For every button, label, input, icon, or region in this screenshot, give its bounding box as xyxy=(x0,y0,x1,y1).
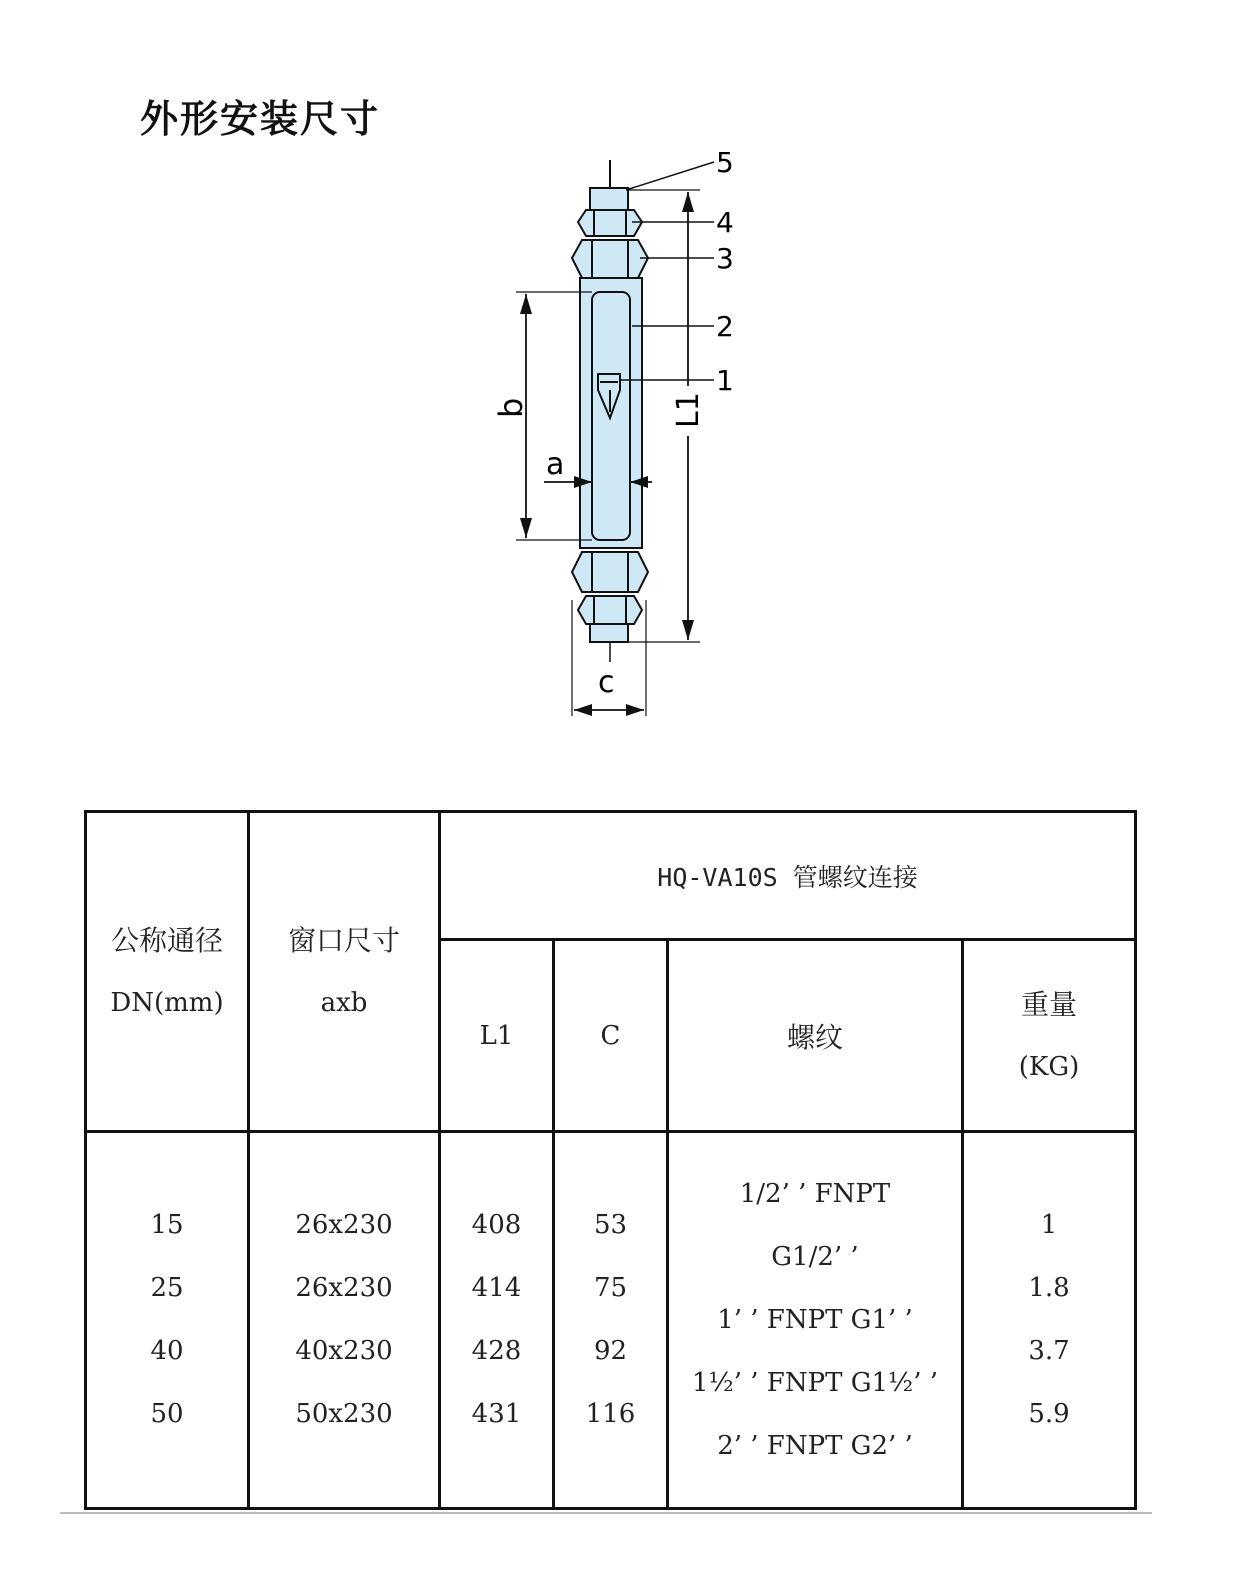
c-value: 53 xyxy=(593,1210,628,1240)
header-group-title: HQ-VA10S 管螺纹连接 xyxy=(657,862,918,892)
header-group xyxy=(440,812,1136,940)
window-value: 50x230 xyxy=(295,1399,393,1429)
header-dn-unit: DN(mm) xyxy=(110,987,224,1018)
weight-value: 3.7 xyxy=(1028,1336,1070,1366)
dn-value: 25 xyxy=(150,1273,184,1303)
top-nut xyxy=(578,210,642,236)
l1-value: 408 xyxy=(471,1210,522,1240)
header-window xyxy=(249,812,440,1132)
header-c-label: C xyxy=(600,1020,621,1051)
header-l1-label: L1 xyxy=(479,1020,514,1051)
dim-b: b xyxy=(492,397,530,418)
dn-value: 50 xyxy=(150,1399,184,1429)
callout-1: 1 xyxy=(716,364,734,397)
c-value: 116 xyxy=(585,1399,636,1429)
dn-value: 15 xyxy=(150,1210,184,1240)
header-c xyxy=(554,940,668,1132)
l1-value: 428 xyxy=(471,1336,522,1366)
header-window-unit: axb xyxy=(320,987,368,1018)
thread-value: 2’ ’ FNPT G2’ ’ xyxy=(717,1430,913,1461)
top-hex xyxy=(572,240,648,278)
callout-5: 5 xyxy=(716,146,734,179)
window-value: 26x230 xyxy=(295,1210,393,1240)
header-weight-unit: (KG) xyxy=(1018,1051,1080,1082)
weight-value: 1 xyxy=(1040,1210,1058,1240)
dn-value: 40 xyxy=(150,1336,184,1366)
bottom-rule xyxy=(60,1512,1152,1514)
bottom-hex xyxy=(572,552,648,592)
cell-l1-values xyxy=(440,1132,554,1509)
cell-weight-values xyxy=(963,1132,1136,1509)
header-l1 xyxy=(440,940,554,1132)
header-dn xyxy=(86,812,249,1132)
bottom-pipe-stub xyxy=(590,624,628,642)
bottom-nut xyxy=(578,596,642,624)
top-pipe-stub xyxy=(590,188,628,210)
thread-value: 1’ ’ FNPT G1’ ’ xyxy=(717,1304,913,1335)
header-dn-label: 公称通径 xyxy=(110,923,223,957)
thread-value: 1½’ ’ FNPT G1½’ ’ xyxy=(692,1367,938,1398)
dim-c: c xyxy=(598,665,615,700)
header-thread-label: 螺纹 xyxy=(786,1020,843,1054)
cell-dn-values xyxy=(86,1132,249,1509)
cell-c-values xyxy=(554,1132,668,1509)
weight-value: 5.9 xyxy=(1028,1399,1070,1429)
callout-4: 4 xyxy=(716,206,734,239)
header-weight-label: 重量 xyxy=(1021,987,1078,1021)
cell-thread-values xyxy=(668,1132,963,1509)
thread-value: G1/2’ ’ xyxy=(771,1241,859,1272)
dimension-table xyxy=(84,810,1137,1510)
weight-value: 1.8 xyxy=(1028,1273,1070,1303)
callout-3: 3 xyxy=(716,242,734,275)
header-thread xyxy=(668,940,963,1132)
c-value: 75 xyxy=(593,1273,628,1303)
header-weight xyxy=(963,940,1136,1132)
c-value: 92 xyxy=(593,1336,628,1366)
page-title: 外形安装尺寸 xyxy=(140,97,381,141)
flowmeter-diagram xyxy=(0,0,1240,760)
window-value: 40x230 xyxy=(295,1336,393,1366)
callout-2: 2 xyxy=(716,310,734,343)
thread-value: 1/2’ ’ FNPT xyxy=(739,1178,891,1209)
dim-l1: L1 xyxy=(671,392,706,428)
header-window-label: 窗口尺寸 xyxy=(287,923,400,957)
l1-value: 431 xyxy=(471,1399,522,1429)
window-value: 26x230 xyxy=(295,1273,393,1303)
dim-a: a xyxy=(546,447,565,482)
l1-value: 414 xyxy=(471,1273,522,1303)
cell-window-values xyxy=(249,1132,440,1509)
